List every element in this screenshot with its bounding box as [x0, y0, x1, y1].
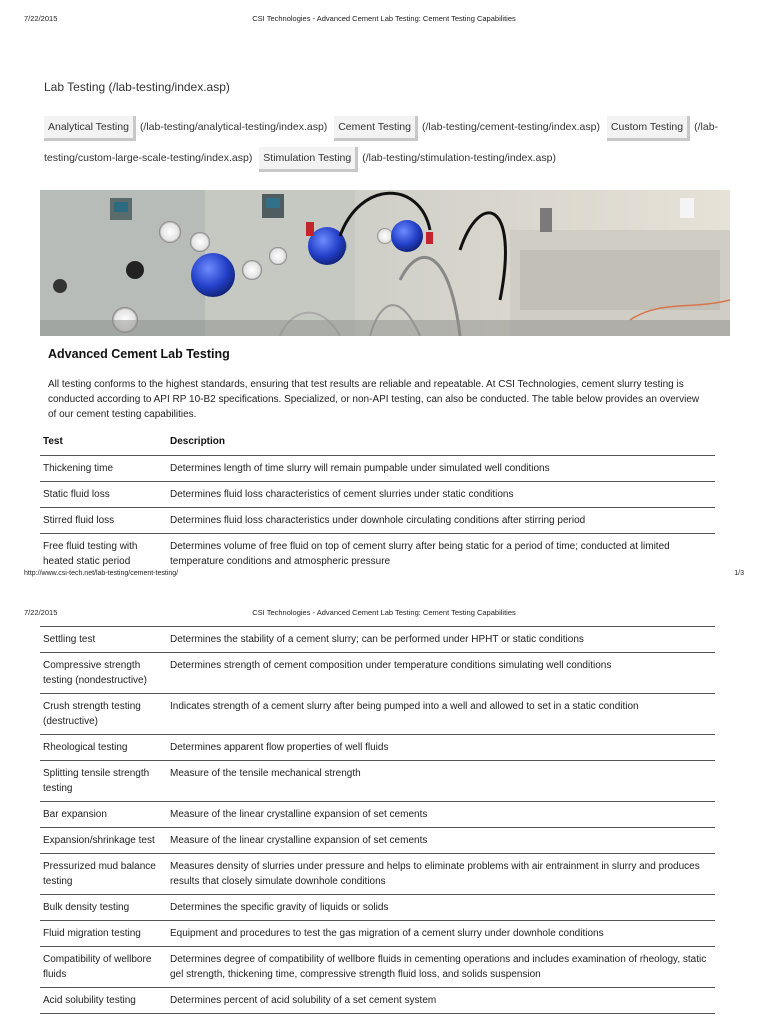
- subnav-cement-testing-button[interactable]: Cement Testing: [334, 116, 418, 141]
- test-description: Measure of the linear crystalline expansion of set cements: [170, 809, 428, 820]
- test-description: Determines degree of compatibility of wellbore fluids in cementing operations and includes examination of rheology, static gel strength, thickening time, compressive strength fluid loss, and solids suspension: [170, 954, 707, 980]
- test-name: Pressurized mud balance testing: [43, 861, 156, 887]
- test-name: Fluid migration testing: [43, 928, 141, 939]
- print-header-page-2: [0, 608, 768, 622]
- table-row: [40, 508, 715, 534]
- test-name: Splitting tensile strength testing: [43, 768, 150, 794]
- page-title: Advanced Cement Lab Testing: [48, 347, 230, 361]
- table-row: [40, 947, 715, 988]
- test-name: Static fluid loss: [43, 489, 110, 500]
- test-name: Rheological testing: [43, 742, 128, 753]
- print-url: http://www.csi-tech.net/lab-testing/cement-testing/: [24, 570, 179, 577]
- column-header-test: Test: [43, 436, 63, 447]
- subnav-custom-testing-button[interactable]: Custom Testing: [607, 116, 690, 141]
- print-date: 7/22/2015: [24, 608, 58, 617]
- test-name: Settling test: [43, 634, 96, 645]
- test-description: Equipment and procedures to test the gas migration of a cement slurry under downhole conditions: [170, 928, 604, 939]
- test-name: Bar expansion: [43, 809, 107, 820]
- print-title: CSI Technologies - Advanced Cement Lab Testing: Cement Testing Capabilities: [252, 608, 516, 617]
- test-description: Measure of the tensile mechanical strength: [170, 768, 361, 779]
- table-row: [40, 456, 715, 482]
- test-name: Free fluid testing with heated static period: [43, 541, 138, 567]
- subnav-stimulation-testing-button[interactable]: Stimulation Testing: [259, 147, 358, 172]
- table-row: [40, 895, 715, 921]
- test-description: Determines volume of free fluid on top of cement slurry after being static for a period of time; conducted at limited temperature conditions and atmospheric pressure: [170, 541, 670, 567]
- subnav-cement-testing-path: (/lab-testing/cement-testing/index.asp): [421, 121, 600, 133]
- table-row: [40, 988, 715, 1014]
- test-description: Determines length of time slurry will remain pumpable under simulated well conditions: [170, 463, 550, 474]
- test-name: Compatibility of wellbore fluids: [43, 954, 152, 980]
- test-name: Acid solubility testing: [43, 995, 136, 1006]
- cement-tests-table: [40, 429, 715, 574]
- test-description: Indicates strength of a cement slurry after being pumped into a well and allowed to set in a static condition: [170, 701, 639, 712]
- test-description: Determines fluid loss characteristics under downhole circulating conditions after stirring period: [170, 515, 586, 526]
- cement-tests-table-continued: [40, 626, 715, 1014]
- subnav-analytical-testing-button[interactable]: Analytical Testing: [44, 116, 136, 141]
- test-name: Stirred fluid loss: [43, 515, 115, 526]
- table-row: [40, 854, 715, 895]
- table-row: [40, 828, 715, 854]
- sub-navigation: [44, 112, 734, 174]
- subnav-custom-testing-path: (/lab-testing/custom-large-scale-testing/index.asp): [44, 121, 719, 164]
- print-footer: [0, 570, 768, 582]
- lab-equipment-photo: [40, 190, 730, 336]
- test-description: Determines strength of cement composition under temperature conditions simulating well conditions: [170, 660, 612, 671]
- print-date: 7/22/2015: [24, 14, 58, 23]
- table-header-row: [40, 429, 715, 456]
- test-name: Expansion/shrinkage test: [43, 835, 155, 846]
- subnav-analytical-testing-path: (/lab-testing/analytical-testing/index.asp): [139, 121, 328, 133]
- test-description: Determines apparent flow properties of well fluids: [170, 742, 389, 753]
- test-description: Determines fluid loss characteristics of cement slurries under static conditions: [170, 489, 514, 500]
- test-name: Crush strength testing (destructive): [43, 701, 141, 727]
- test-description: Determines percent of acid solubility of a set cement system: [170, 995, 437, 1006]
- table-row: [40, 653, 715, 694]
- table-row: [40, 735, 715, 761]
- subnav-stimulation-testing-path: (/lab-testing/stimulation-testing/index.asp): [362, 152, 556, 164]
- test-name: Thickening time: [43, 463, 114, 474]
- table-row: [40, 761, 715, 802]
- test-description: Measures density of slurries under pressure and helps to eliminate problems with air entrainment in slurry and produces results that closely simulate downhole conditions: [170, 861, 700, 887]
- intro-paragraph: All testing conforms to the highest standards, ensuring that test results are reliable and repeatable. At CSI Technologies, cement slurry testing is conducted according to API RP 10-B2 specifications. Specialized, or non-API testing, can also be conducted. The table below provides an overview of our cement testing capabilities.: [48, 379, 700, 420]
- test-description: Determines the specific gravity of liquids or solids: [170, 902, 389, 913]
- print-header: [0, 14, 768, 28]
- table-row: [40, 482, 715, 508]
- table-row: [40, 627, 715, 653]
- page-number: 1/3: [734, 570, 744, 577]
- breadcrumb[interactable]: Lab Testing (/lab-testing/index.asp): [44, 80, 230, 94]
- test-description: Determines the stability of a cement slurry; can be performed under HPHT or static conditions: [170, 634, 584, 645]
- table-row: [40, 921, 715, 947]
- table-row: [40, 802, 715, 828]
- test-description: Measure of the linear crystalline expansion of set cements: [170, 835, 428, 846]
- print-title: CSI Technologies - Advanced Cement Lab Testing: Cement Testing Capabilities: [252, 14, 516, 23]
- test-name: Bulk density testing: [43, 902, 130, 913]
- table-row: [40, 534, 715, 575]
- test-name: Compressive strength testing (nondestructive): [43, 660, 147, 686]
- table-row: [40, 694, 715, 735]
- column-header-description: Description: [170, 436, 226, 447]
